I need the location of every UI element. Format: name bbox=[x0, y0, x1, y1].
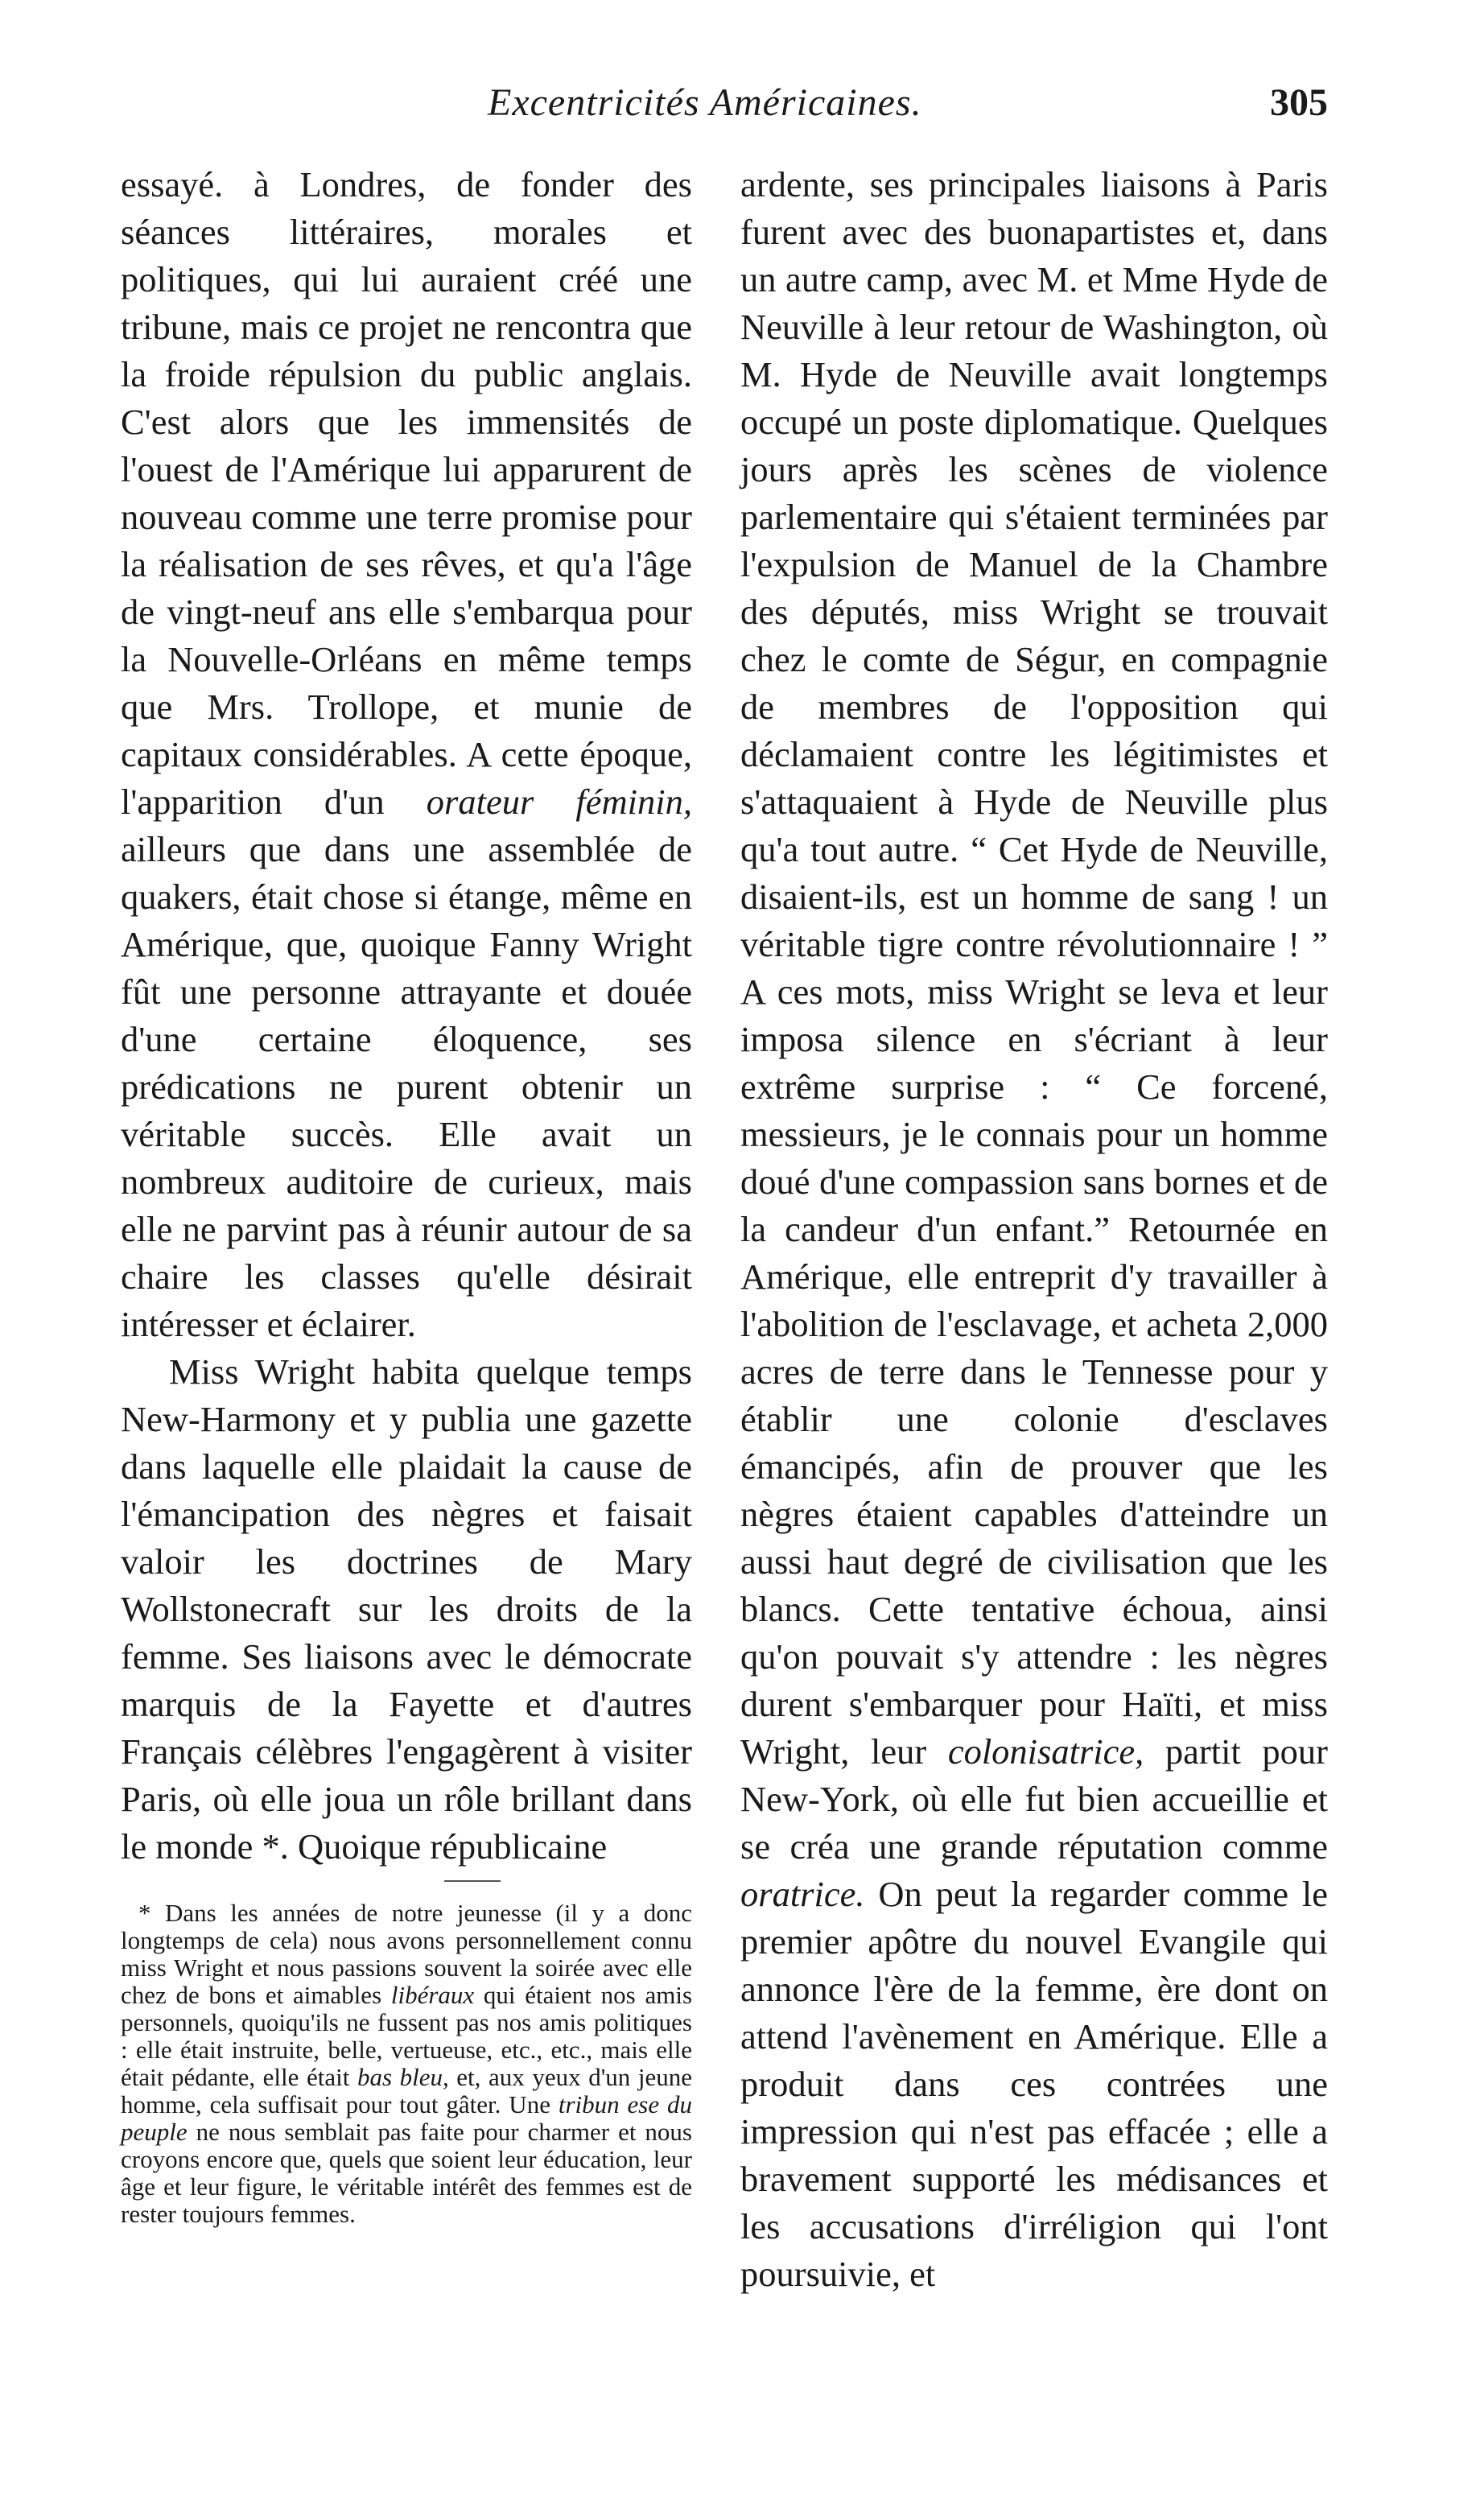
paragraph-3-part-a: ardente, ses principales liaisons à Paris furent avec des buonapartistes et, dans un autre camp, avec M. et Mme Hyde de Neuville à leur retour de Washington, où M. Hyde de Neuville avait longtemps occupé un poste diplomatique. Quelques jours après les scènes de violence parlementaire qui s'étaient terminées par l'expulsion de Manuel de la Chambre des députés, miss Wright se trouvait chez le comte de Ségur, en compagnie de membres de l'opposition qui déclamaient contre les légitimistes et s'attaquaient à Hyde de Neuville plus qu'a tout autre. “ Cet Hyde de Neuville, disaient-ils, est un homme de sang ! un véritable tigre contre révolutionnaire ! ” A ces mots, miss Wright se leva et leur imposa silence en s'écriant à leur extrême surprise : “ Ce forcené, messieurs, je le connais pour un homme doué d'une compassion sans bornes et de la candeur d'un enfant.” Retournée en Amérique, elle entreprit d'y travailler à l'abolition de l'esclavage, et acheta 2,000 acres de terre dans le Tennesse pour y établir une colonie d'esclaves émancipés, afin de prouver que les nègres étaient capables d'atteindre un aussi haut degré de civilisation que les blancs. Cette tentative échoua, ainsi qu'on pouvait s'y attendre : les nègres durent s'embarquer pour Haïti, et miss Wright, leur bbox=[740, 164, 1328, 1772]
footnote-rule bbox=[444, 1880, 501, 1882]
footnote-part-d: ne nous semblait pas faite pour charmer et nous croyons encore que, quels que soient leur éducation, leur âge et leur figure, le véritable intérêt des femmes est de rester toujours femmes. bbox=[121, 2118, 692, 2228]
page-header bbox=[121, 80, 1328, 137]
page-number: 305 bbox=[1270, 81, 1328, 124]
footnote-italic-b: bas bleu, bbox=[357, 2063, 449, 2091]
paragraph-3-part-c: On peut la regarder comme le premier apôtre du nouvel Evangile qui annonce l'ère de la femme, ère dont on attend l'avènement en Amérique. Elle a produit dans ces contrées une impression qui n'est pas effacée ; elle a bravement supporté les médisances et les accusations d'irréligion qui l'ont poursuivie, et bbox=[740, 1874, 1328, 2294]
paragraph-3-italic-a: colonisatrice, bbox=[947, 1731, 1144, 1772]
right-column bbox=[740, 161, 1328, 2298]
footnote-italic-c: tribun ese du peuple bbox=[121, 2090, 692, 2146]
paragraph-3-italic-b: oratrice. bbox=[740, 1874, 865, 1914]
footnote bbox=[121, 1900, 692, 2228]
footnote-part-b: qui étaient nos amis personnels, quoiqu'ils ne fussent pas nos amis politiques : elle était instruite, belle, vertueuse, etc., etc., mais elle était pédante, elle était bbox=[121, 1981, 693, 2091]
paragraph-3 bbox=[740, 161, 1328, 2298]
paragraph-3-part-b: partit pour New-York, où elle fut bien accueillie et se créa une grande réputation comme bbox=[740, 1731, 1328, 1867]
paragraph-2: Miss Wright habita quelque temps New-Harmony et y publia une gazette dans laquelle elle plaidait la cause de l'émancipation des nègres et faisait valoir les doctrines de Mary Wollstonecraft sur les droits de la femme. Ses liaisons avec le démocrate marquis de la Fayette et d'autres Français célèbres l'engagèrent à visiter Paris, où elle joua un rôle brillant dans le monde *. Quoique républicaine bbox=[121, 1351, 692, 1867]
running-title: Excentricités Américaines. bbox=[488, 81, 922, 124]
left-column bbox=[121, 161, 692, 1871]
footnote-part-a: * Dans les années de notre jeunesse (il y a donc longtemps de cela) nous avons personnellement connu miss Wright et nous passions souvent la soirée avec elle chez de bons et aimables bbox=[121, 1899, 692, 2009]
paragraph-1-text-end: ailleurs que dans une assemblée de quakers, était chose si étange, même en Amérique, que, quoique Fanny Wright fût une personne attrayante et douée d'une certaine éloquence, ses prédications ne purent obtenir un véritable succès. Elle avait un nombreux auditoire de curieux, mais elle ne parvint pas à réunir autour de sa chaire les classes qu'elle désirait intéresser et éclairer. bbox=[121, 829, 692, 1344]
footnote-italic-a: libéraux bbox=[390, 1981, 475, 2009]
paragraph-1-text: essayé. à Londres, de fonder des séances littéraires, morales et politiques, qui lui auraient créé une tribune, mais ce projet ne rencontra que la froide répulsion du public anglais. C'est alors que les immensités de l'ouest de l'Amérique lui apparurent de nouveau comme une terre promise pour la réalisation de ses rêves, et qu'a l'âge de vingt-neuf ans elle s'embarqua pour la Nouvelle-Orléans en même temps que Mrs. Trollope, et munie de capitaux considérables. A cette époque, l'apparition d'un bbox=[121, 164, 692, 822]
paragraph-1 bbox=[121, 161, 692, 1348]
paragraph-1-italic: orateur féminin, bbox=[426, 782, 692, 822]
footnote-part-c: et, aux yeux d'un jeune homme, cela suffisait pour tout gâter. Une bbox=[121, 2063, 692, 2118]
footnote-text bbox=[121, 1900, 692, 2228]
